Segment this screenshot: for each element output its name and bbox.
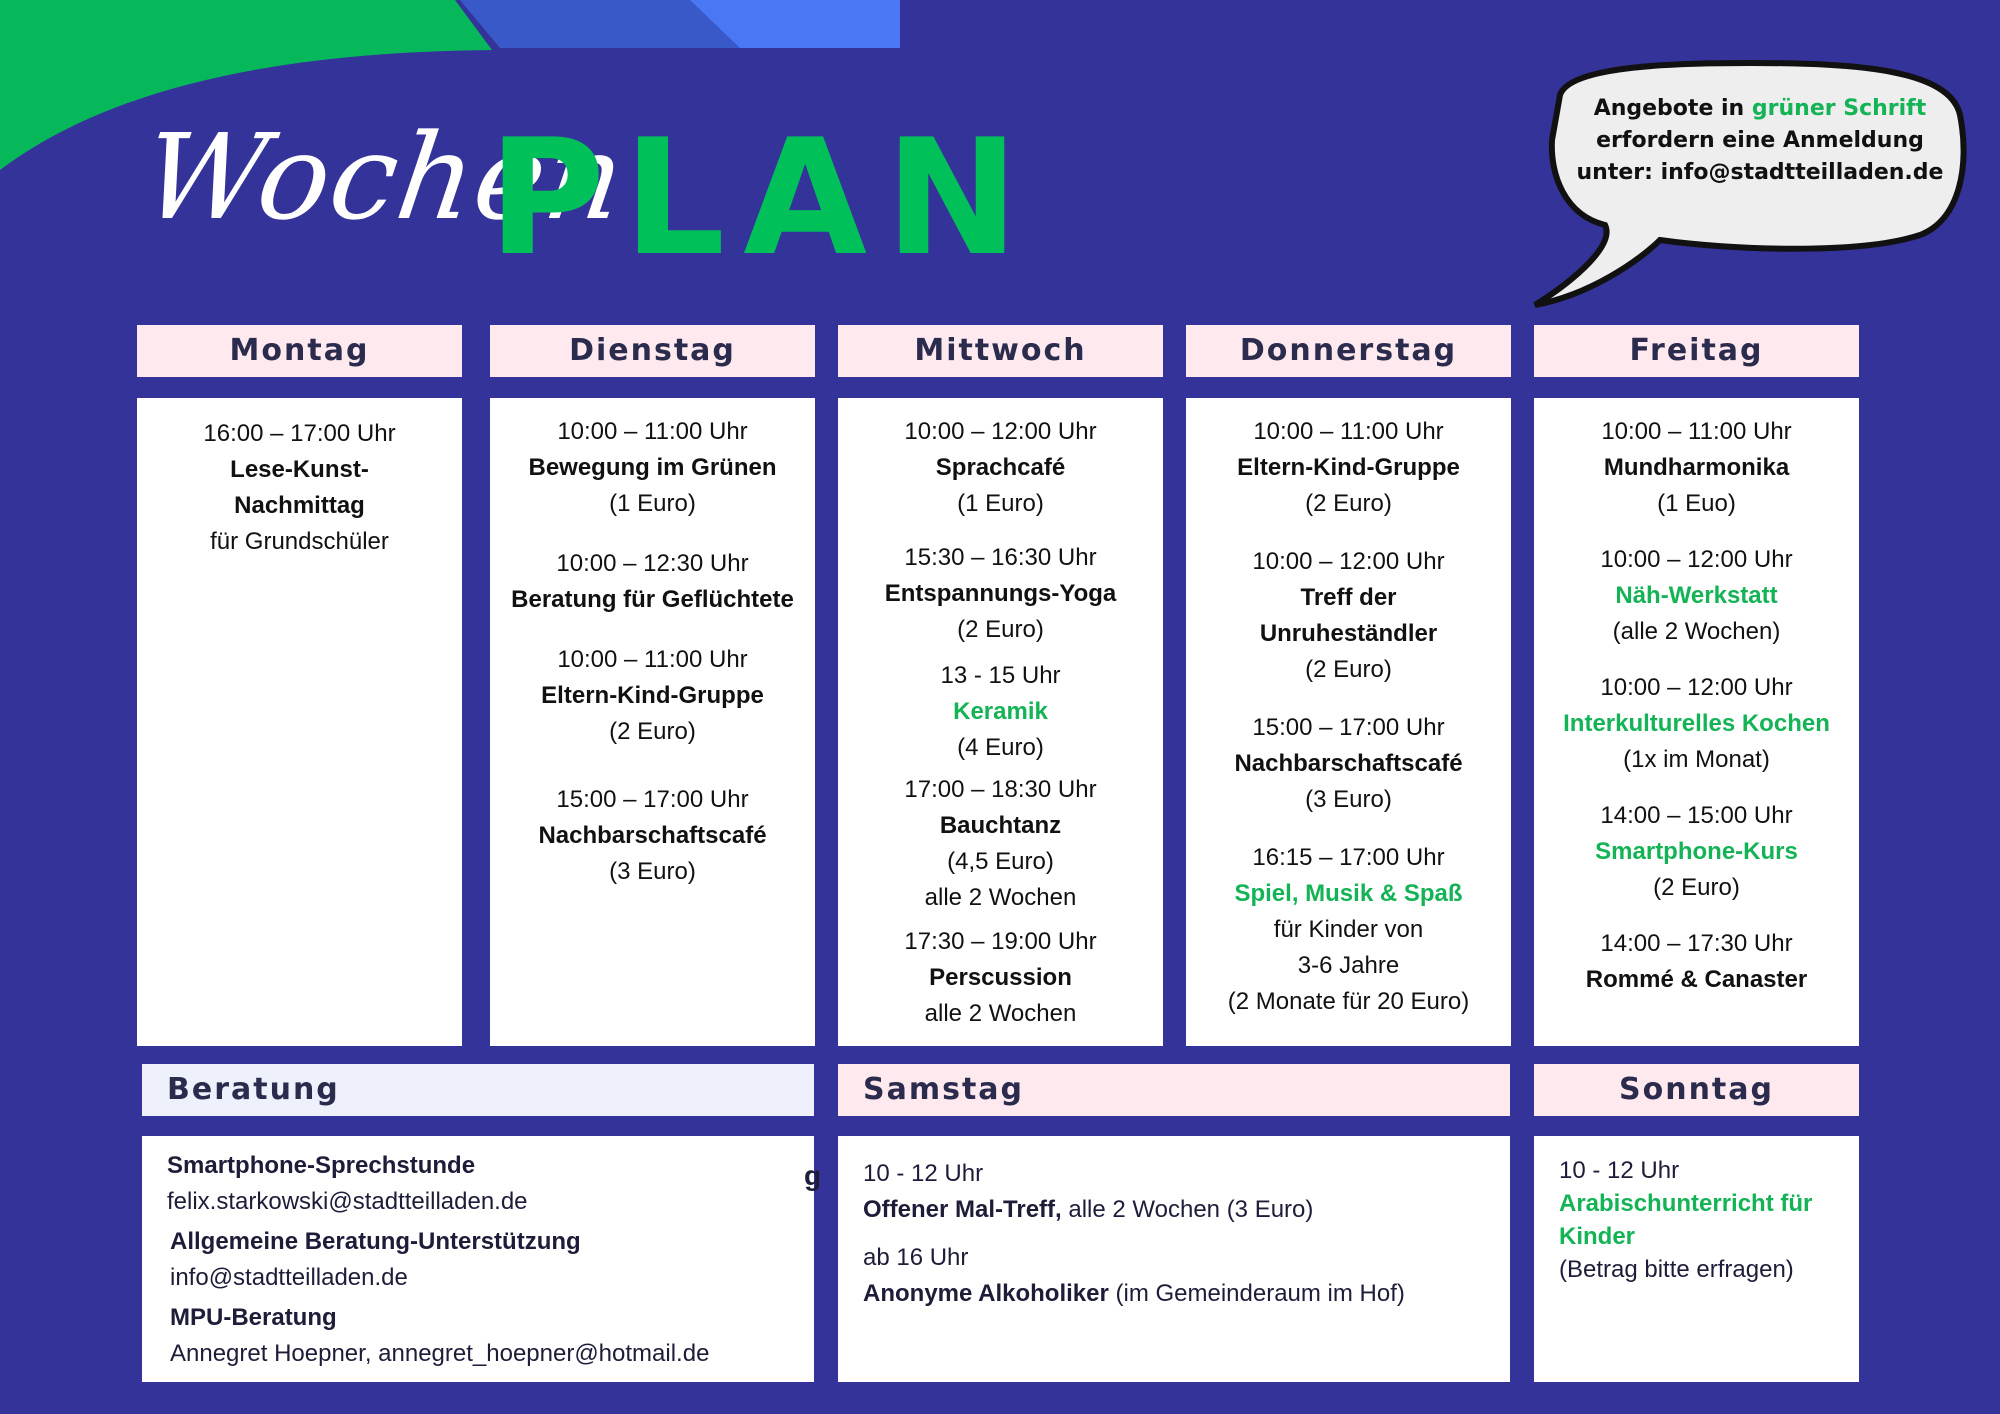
samstag-entry	[863, 1240, 1486, 1312]
entry-name: Mundharmonika	[1603, 454, 1790, 481]
entry-time: 15:00 – 17:00 Uhr	[1252, 714, 1445, 741]
beratung-title: Smartphone-Sprechstunde	[167, 1152, 476, 1179]
entry-time: 10:00 – 11:00 Uhr	[557, 646, 748, 673]
beratung-contact: Annegret Hoepner, annegret_hoepner@hotmail.de	[170, 1340, 710, 1367]
entry-note: (im Gemeinderaum im Hof)	[1108, 1280, 1405, 1307]
day-card-mittwoch	[838, 398, 1163, 1046]
entry-time: 13 - 15 Uhr	[940, 662, 1061, 689]
entry-note: (1 Euro)	[957, 490, 1044, 517]
beratung-contact: info@stadtteilladen.de	[170, 1264, 408, 1291]
entry-note: (4 Euro)	[957, 734, 1044, 761]
header-dienstag: Dienstag	[490, 325, 815, 377]
entry-note: für Grundschüler	[210, 528, 389, 555]
entry-name: Smartphone-Kurs	[1595, 838, 1798, 865]
entry-name: Rommé & Canaster	[1585, 966, 1808, 993]
entry	[490, 782, 815, 890]
beratung-contact: felix.starkowski@stadtteilladen.de	[167, 1188, 528, 1215]
entry-note: (3 Euro)	[609, 858, 696, 885]
beratung-card	[142, 1136, 822, 1382]
entry-name: Anonyme Alkoholiker	[863, 1280, 1109, 1307]
beratung-title: MPU-Beratung	[170, 1304, 337, 1331]
entry-name: Arabischunterricht für Kinder	[1559, 1190, 1813, 1250]
entry-name: Nachbarschaftscafé	[538, 822, 767, 849]
entry-note: (alle 2 Wochen)	[1612, 618, 1781, 645]
entry	[838, 924, 1163, 1032]
entry-time: 17:00 – 18:30 Uhr	[904, 776, 1097, 803]
entry-time: 14:00 – 15:00 Uhr	[1600, 802, 1793, 829]
entry-name: Näh-Werkstatt	[1615, 582, 1778, 609]
entry	[1534, 670, 1859, 778]
entry	[838, 658, 1163, 766]
entry	[838, 772, 1163, 916]
entry-note-3: (2 Monate für 20 Euro)	[1227, 988, 1470, 1015]
entry	[490, 414, 815, 522]
title-script: Wochen	[135, 108, 633, 246]
entry-name: Offener Mal-Treff,	[863, 1196, 1062, 1223]
entry-note-2: 3-6 Jahre	[1297, 952, 1400, 979]
beratung-title: Allgemeine Beratung-Unterstützung	[170, 1228, 581, 1255]
entry-name: Bauchtanz	[939, 812, 1062, 839]
entry-time: 16:15 – 17:00 Uhr	[1252, 844, 1445, 871]
notice-line2: erfordern eine Anmeldung	[1596, 128, 1924, 153]
entry-name: Eltern-Kind-Gruppe	[541, 682, 764, 709]
day-card-dienstag	[490, 398, 815, 1046]
notice-green-text: grüner Schrift	[1751, 96, 1927, 121]
entry-name: Spiel, Musik & Spaß	[1234, 880, 1463, 907]
entry	[1186, 840, 1511, 1020]
entry-time: 10:00 – 12:00 Uhr	[1600, 546, 1793, 573]
header-samstag: Samstag	[838, 1064, 1510, 1116]
entry-time: 10:00 – 12:30 Uhr	[556, 550, 749, 577]
entry-time: 15:00 – 17:00 Uhr	[556, 786, 749, 813]
beratung-item	[167, 1148, 790, 1220]
entry	[137, 416, 462, 560]
beratung-item	[167, 1300, 790, 1372]
entry-note-2: alle 2 Wochen	[924, 884, 1077, 911]
entry-name: Entspannungs-Yoga	[884, 580, 1117, 607]
entry	[838, 540, 1163, 648]
entry-note: (1 Euro)	[609, 490, 696, 517]
entry-note: (4,5 Euro)	[947, 848, 1054, 875]
entry-name: Interkulturelles Kochen	[1563, 710, 1830, 737]
entry-name: Sprachcafé	[935, 454, 1066, 481]
sonntag-card	[1534, 1136, 1859, 1382]
beratung-item	[167, 1224, 790, 1296]
samstag-card	[838, 1136, 1510, 1382]
entry-note: (2 Euro)	[1305, 490, 1392, 517]
entry	[838, 414, 1163, 522]
entry-note: alle 2 Wochen	[924, 1000, 1077, 1027]
entry-name: Lese-Kunst-Nachmittag	[230, 456, 369, 519]
entry	[1186, 544, 1511, 688]
entry-time: 17:30 – 19:00 Uhr	[904, 928, 1097, 955]
entry-note: alle 2 Wochen (3 Euro)	[1061, 1196, 1314, 1223]
entry	[1186, 414, 1511, 522]
entry	[490, 642, 815, 750]
day-card-freitag	[1534, 398, 1859, 1046]
entry	[1534, 926, 1859, 998]
entry	[1186, 710, 1511, 818]
entry-time: 10:00 – 12:00 Uhr	[1252, 548, 1445, 575]
entry-time: 10:00 – 11:00 Uhr	[557, 418, 748, 445]
entry-name: Bewegung im Grünen	[528, 454, 777, 481]
entry	[1534, 414, 1859, 522]
entry-note: für Kinder von	[1273, 916, 1424, 943]
entry-time: 10:00 – 12:00 Uhr	[1600, 674, 1793, 701]
header-mittwoch: Mittwoch	[838, 325, 1163, 377]
header-montag: Montag	[137, 325, 462, 377]
header-sonntag: Sonntag	[1534, 1064, 1859, 1116]
entry-note: (2 Euro)	[609, 718, 696, 745]
entry-time: 16:00 – 17:00 Uhr	[203, 420, 396, 447]
samstag-entry	[863, 1156, 1486, 1228]
entry	[490, 546, 815, 618]
header-beratung: Beratung	[142, 1064, 814, 1116]
entry	[1534, 542, 1859, 650]
entry-name: Treff der Unruheständler	[1259, 584, 1438, 647]
entry-time: 14:00 – 17:30 Uhr	[1600, 930, 1793, 957]
registration-notice	[1575, 93, 1945, 189]
header-freitag: Freitag	[1534, 325, 1859, 377]
day-card-montag	[137, 398, 462, 1046]
notice-line3: unter: info@stadtteilladen.de	[1576, 160, 1944, 185]
entry-note: (2 Euro)	[957, 616, 1044, 643]
title-plan: PLAN	[488, 104, 1037, 291]
entry-name: Perscussion	[929, 964, 1072, 991]
entry-name: Keramik	[953, 698, 1048, 725]
notice-line1-pre: Angebote in	[1593, 96, 1752, 121]
entry-note: (1x im Monat)	[1623, 746, 1770, 773]
entry	[1534, 798, 1859, 906]
stray-glyph: g	[804, 1160, 822, 1191]
entry-name: Beratung für Geflüchtete	[511, 586, 794, 613]
entry-name: Nachbarschaftscafé	[1234, 750, 1463, 777]
entry-time: 15:30 – 16:30 Uhr	[904, 544, 1097, 571]
entry-note: (2 Euro)	[1653, 874, 1740, 901]
day-card-donnerstag	[1186, 398, 1511, 1046]
entry-time: 10 - 12 Uhr	[1559, 1157, 1680, 1184]
entry-time: 10:00 – 12:00 Uhr	[904, 418, 1097, 445]
header-donnerstag: Donnerstag	[1186, 325, 1511, 377]
entry-time: ab 16 Uhr	[863, 1244, 969, 1271]
entry-time: 10:00 – 11:00 Uhr	[1253, 418, 1444, 445]
entry-name: Eltern-Kind-Gruppe	[1237, 454, 1460, 481]
entry-note: (3 Euro)	[1305, 786, 1392, 813]
entry-time: 10:00 – 11:00 Uhr	[1601, 418, 1792, 445]
entry-note: (2 Euro)	[1305, 656, 1392, 683]
entry-note: (Betrag bitte erfragen)	[1559, 1256, 1794, 1283]
entry-note: (1 Euo)	[1657, 490, 1736, 517]
entry-time: 10 - 12 Uhr	[863, 1160, 984, 1187]
